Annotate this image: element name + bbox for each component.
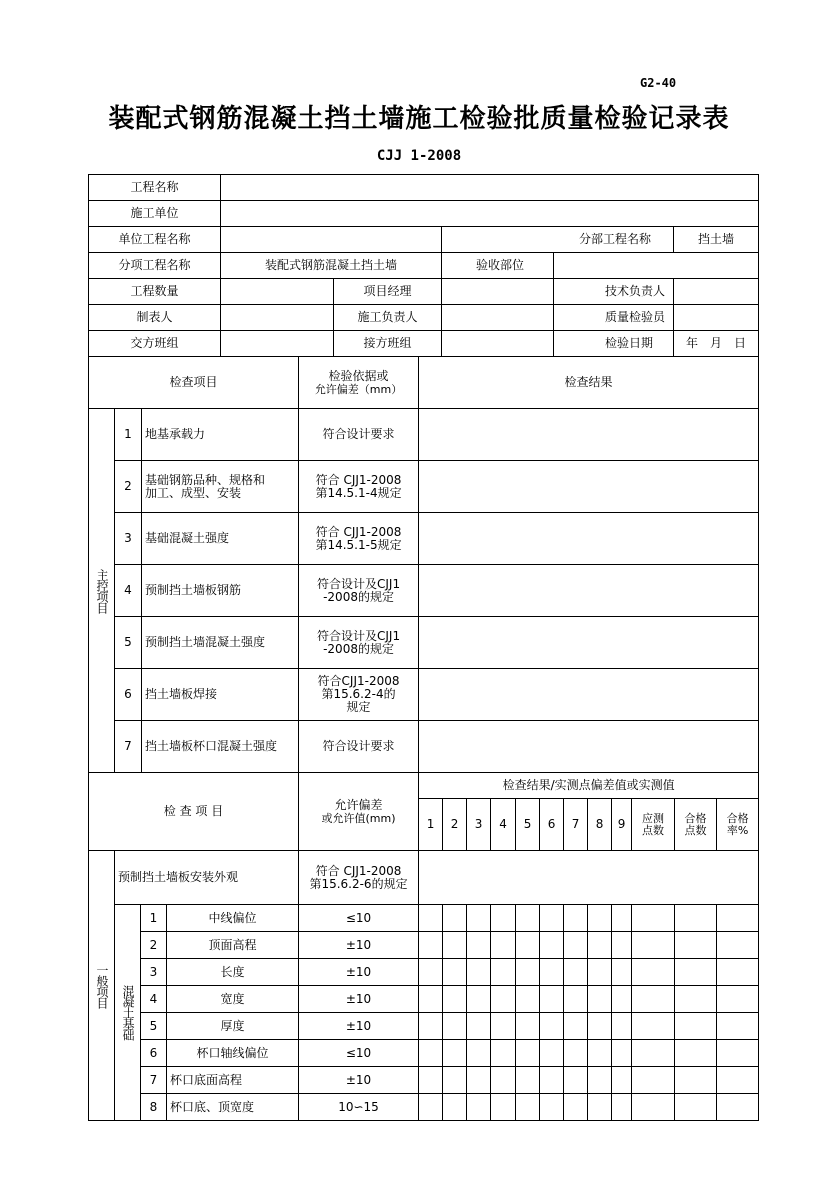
main-basis-header-line1: 检验依据或 [328, 368, 389, 383]
measure-cell[interactable] [588, 1013, 612, 1040]
point-number-header: 5 [516, 799, 540, 851]
measure-cell[interactable] [632, 986, 675, 1013]
general-item-row [89, 986, 759, 1013]
general-item-tolerance: ±10 [299, 1013, 419, 1040]
sub-project-label: 分部工程名称 [442, 227, 674, 253]
acceptance-part-label: 验收部位 [442, 253, 554, 279]
main-control-table [88, 356, 759, 773]
measure-cell[interactable] [612, 1013, 632, 1040]
tabulator-label: 制表人 [89, 305, 221, 331]
tolerance-header-line2: 或允许值(mm) [321, 811, 396, 825]
measure-cell[interactable] [675, 959, 717, 986]
item-project-field[interactable]: 装配式钢筋混凝土挡土墙 [221, 253, 442, 279]
appearance-basis-line2: 第15.6.2-6的规定 [309, 876, 408, 891]
point-number-header: 3 [467, 799, 491, 851]
receiving-team-label: 接方班组 [334, 331, 442, 357]
point-number-header: 1 [419, 799, 443, 851]
main-item-basis-line2: 第14.5.1-5规定 [315, 537, 402, 552]
item-project-label: 分项工程名称 [89, 253, 221, 279]
general-item-row [89, 1013, 759, 1040]
main-item-no: 6 [115, 669, 142, 721]
quantity-label: 工程数量 [89, 279, 221, 305]
measure-cell[interactable] [717, 1040, 759, 1067]
main-item-name-line1: 预制挡土墙板钢筋 [145, 583, 242, 597]
main-item-row [89, 409, 759, 461]
main-item-no: 5 [115, 617, 142, 669]
measure-cell[interactable] [612, 986, 632, 1013]
handover-team-label: 交方班组 [89, 331, 221, 357]
general-item-no: 1 [141, 905, 167, 932]
measure-cell[interactable] [540, 1040, 564, 1067]
measure-cell[interactable] [443, 1013, 467, 1040]
main-item-basis-line2: -2008的规定 [323, 589, 394, 604]
general-item-tolerance: ±10 [299, 986, 419, 1013]
main-item-basis-line1: 符合设计要求 [322, 739, 395, 753]
measure-cell[interactable] [516, 905, 540, 932]
tech-lead-label: 技术负责人 [554, 279, 674, 305]
measure-cell[interactable] [443, 905, 467, 932]
general-item-tolerance: 10∽15 [299, 1094, 419, 1121]
appearance-item-name: 预制挡土墙板安装外观 [115, 851, 299, 905]
measure-cell[interactable] [419, 932, 443, 959]
general-subgroup-label: 混凝土基础 [115, 905, 141, 1121]
main-item-name-line2: 加工、成型、安装 [145, 485, 242, 500]
main-item-basis-line1: 符合设计及CJJ1 [316, 576, 401, 591]
main-basis-header-line2: 允许偏差（mm） [314, 382, 403, 396]
measure-cell[interactable] [588, 905, 612, 932]
main-item-basis-line1: 符合 CJJ1-2008 [315, 472, 402, 487]
tolerance-header [299, 773, 419, 851]
main-item-row [89, 513, 759, 565]
measure-cell[interactable] [467, 1094, 491, 1121]
main-item-name [142, 565, 299, 617]
measure-cell[interactable] [632, 1067, 675, 1094]
general-item-name: 厚度 [167, 1013, 299, 1040]
measure-cell[interactable] [540, 959, 564, 986]
main-item-header: 检查项目 [89, 357, 299, 409]
general-item-row [89, 1040, 759, 1067]
receiving-team-field[interactable] [442, 331, 554, 357]
measure-cell[interactable] [588, 1094, 612, 1121]
main-item-no: 4 [115, 565, 142, 617]
measure-cell[interactable] [588, 986, 612, 1013]
main-item-basis [299, 461, 419, 513]
measure-cell[interactable] [540, 1013, 564, 1040]
main-item-result[interactable] [419, 409, 759, 461]
measure-cell[interactable] [443, 1094, 467, 1121]
main-item-result[interactable] [419, 461, 759, 513]
measure-cell[interactable] [443, 986, 467, 1013]
main-item-basis-line2: -2008的规定 [323, 641, 394, 656]
measure-cell[interactable] [632, 905, 675, 932]
main-item-row [89, 669, 759, 721]
measure-cell[interactable] [516, 1067, 540, 1094]
main-item-row [89, 617, 759, 669]
main-item-name [142, 617, 299, 669]
measure-cell[interactable] [540, 1067, 564, 1094]
measure-cell[interactable] [491, 1067, 516, 1094]
measure-cell[interactable] [632, 932, 675, 959]
measure-cell[interactable] [717, 1013, 759, 1040]
measure-cell[interactable] [491, 932, 516, 959]
measure-cell[interactable] [516, 986, 540, 1013]
main-item-basis [299, 513, 419, 565]
appearance-row [89, 851, 759, 905]
measure-cell[interactable] [419, 1067, 443, 1094]
general-item-tolerance: ±10 [299, 959, 419, 986]
measure-cell[interactable] [491, 986, 516, 1013]
handover-team-field[interactable] [221, 331, 334, 357]
general-item-no: 6 [141, 1040, 167, 1067]
general-item-tolerance: ≤10 [299, 905, 419, 932]
general-item-no: 3 [141, 959, 167, 986]
measure-cell[interactable] [540, 932, 564, 959]
measure-cell[interactable] [588, 959, 612, 986]
measure-cell[interactable] [564, 932, 588, 959]
measure-cell[interactable] [632, 1094, 675, 1121]
measure-cell[interactable] [443, 932, 467, 959]
measure-cell[interactable] [419, 1094, 443, 1121]
main-item-basis-line1: 符合设计及CJJ1 [316, 628, 401, 643]
measure-cell[interactable] [419, 1040, 443, 1067]
measure-cell[interactable] [564, 1040, 588, 1067]
main-item-basis-line2: 第15.6.2-4的 [321, 687, 396, 701]
measure-cell[interactable] [491, 1040, 516, 1067]
measure-cell[interactable] [419, 986, 443, 1013]
measure-cell[interactable] [675, 1040, 717, 1067]
measure-cell[interactable] [540, 905, 564, 932]
measure-cell[interactable] [467, 1067, 491, 1094]
measure-cell[interactable] [419, 959, 443, 986]
measure-cell[interactable] [675, 1013, 717, 1040]
measure-cell[interactable] [612, 1040, 632, 1067]
main-item-basis [299, 669, 419, 721]
measure-cell[interactable] [491, 1013, 516, 1040]
general-item-name: 顶面高程 [167, 932, 299, 959]
measure-cell[interactable] [564, 1013, 588, 1040]
qualified-rate-line1: 合格 [726, 811, 749, 825]
measure-cell[interactable] [612, 905, 632, 932]
general-item-header: 检 查 项 目 [89, 773, 299, 851]
measure-cell[interactable] [612, 1094, 632, 1121]
tolerance-header-line1: 允许偏差 [334, 797, 383, 812]
general-item-row [89, 959, 759, 986]
qualified-rate-header [717, 799, 759, 851]
main-item-basis [299, 721, 419, 773]
main-item-result[interactable] [419, 565, 759, 617]
quantity-field[interactable] [221, 279, 334, 305]
inspection-date-field[interactable]: 年 月 日 [674, 331, 759, 357]
construction-lead-label: 施工负责人 [334, 305, 442, 331]
measure-cell[interactable] [632, 1040, 675, 1067]
measure-cell[interactable] [491, 959, 516, 986]
point-number-header: 6 [540, 799, 564, 851]
measure-cell[interactable] [516, 1040, 540, 1067]
main-item-name-line1: 预制挡土墙混凝土强度 [145, 635, 266, 649]
project-manager-field[interactable] [442, 279, 554, 305]
acceptance-part-field[interactable] [554, 253, 759, 279]
measure-cell[interactable] [675, 932, 717, 959]
general-item-tolerance: ±10 [299, 932, 419, 959]
general-group-label: 一般项目 [89, 851, 115, 1121]
tech-lead-field[interactable] [674, 279, 759, 305]
measure-cell[interactable] [540, 1094, 564, 1121]
main-item-basis-line1: 符合设计要求 [322, 427, 395, 441]
qualified-points-line2: 点数 [684, 823, 707, 837]
main-item-row [89, 565, 759, 617]
measure-cell[interactable] [564, 1067, 588, 1094]
measure-cell[interactable] [516, 1094, 540, 1121]
measure-header: 检查结果/实测点偏差值或实测值 [419, 773, 759, 799]
general-item-row [89, 1094, 759, 1121]
measure-cell[interactable] [632, 959, 675, 986]
measure-cell[interactable] [467, 959, 491, 986]
general-item-name: 杯口轴线偏位 [167, 1040, 299, 1067]
construction-unit-field[interactable] [221, 201, 759, 227]
measure-cell[interactable] [717, 905, 759, 932]
qualified-rate-line2: 率% [726, 823, 749, 837]
should-measure-line1: 应测 [642, 811, 665, 825]
main-item-no: 7 [115, 721, 142, 773]
project-manager-label: 项目经理 [334, 279, 442, 305]
measure-cell[interactable] [717, 1067, 759, 1094]
measure-cell[interactable] [443, 1067, 467, 1094]
measure-cell[interactable] [588, 932, 612, 959]
header-info-table [88, 174, 759, 357]
measure-cell[interactable] [491, 1094, 516, 1121]
measure-cell[interactable] [588, 1067, 612, 1094]
main-item-result[interactable] [419, 721, 759, 773]
main-item-basis [299, 617, 419, 669]
inspection-date-label: 检验日期 [554, 331, 674, 357]
point-number-header: 7 [564, 799, 588, 851]
general-item-name: 中线偏位 [167, 905, 299, 932]
main-item-basis-line2: 第14.5.1-4规定 [315, 485, 402, 500]
measure-cell[interactable] [612, 1067, 632, 1094]
project-name-field[interactable] [221, 175, 759, 201]
measure-cell[interactable] [467, 986, 491, 1013]
measure-cell[interactable] [675, 986, 717, 1013]
measure-cell[interactable] [467, 1013, 491, 1040]
main-item-basis-line1: 符合 CJJ1-2008 [315, 524, 402, 539]
measure-cell[interactable] [675, 1067, 717, 1094]
unit-project-field[interactable] [221, 227, 442, 253]
measure-cell[interactable] [467, 905, 491, 932]
general-items-table [88, 772, 759, 1121]
measure-cell[interactable] [675, 905, 717, 932]
general-item-no: 8 [141, 1094, 167, 1121]
general-item-name: 杯口底、顶宽度 [167, 1094, 299, 1121]
measure-cell[interactable] [717, 986, 759, 1013]
general-item-no: 5 [141, 1013, 167, 1040]
document-code: G2-40 [640, 76, 677, 90]
general-item-name: 长度 [167, 959, 299, 986]
measure-cell[interactable] [516, 1013, 540, 1040]
measure-cell[interactable] [675, 1094, 717, 1121]
general-item-no: 7 [141, 1067, 167, 1094]
general-item-row [89, 932, 759, 959]
unit-project-label: 单位工程名称 [89, 227, 221, 253]
measure-cell[interactable] [717, 932, 759, 959]
main-item-row [89, 721, 759, 773]
measure-cell[interactable] [588, 1040, 612, 1067]
main-item-name [142, 513, 299, 565]
general-item-no: 4 [141, 986, 167, 1013]
main-item-name-line1: 基础混凝土强度 [145, 531, 230, 545]
measure-cell[interactable] [564, 905, 588, 932]
measure-cell[interactable] [467, 932, 491, 959]
main-item-no: 3 [115, 513, 142, 565]
measure-cell[interactable] [612, 959, 632, 986]
main-item-basis [299, 409, 419, 461]
general-item-tolerance: ±10 [299, 1067, 419, 1094]
measure-cell[interactable] [717, 959, 759, 986]
measure-cell[interactable] [612, 932, 632, 959]
main-item-no: 2 [115, 461, 142, 513]
measure-cell[interactable] [419, 1013, 443, 1040]
main-item-name [142, 721, 299, 773]
measure-cell[interactable] [564, 986, 588, 1013]
main-item-name [142, 669, 299, 721]
main-item-name-line1: 基础钢筋品种、规格和 [145, 472, 266, 487]
main-item-result[interactable] [419, 513, 759, 565]
main-item-name-line1: 挡土墙板杯口混凝土强度 [145, 739, 278, 753]
general-item-no: 2 [141, 932, 167, 959]
appearance-basis [299, 851, 419, 905]
tabulator-field[interactable] [221, 305, 334, 331]
main-basis-header [299, 357, 419, 409]
point-number-header: 9 [612, 799, 632, 851]
sub-project-field[interactable]: 挡土墙 [674, 227, 759, 253]
measure-cell[interactable] [516, 959, 540, 986]
general-item-row [89, 1067, 759, 1094]
quality-inspector-label: 质量检验员 [554, 305, 674, 331]
measure-cell[interactable] [467, 1040, 491, 1067]
quality-inspector-field[interactable] [674, 305, 759, 331]
measure-cell[interactable] [564, 959, 588, 986]
main-item-name-line1: 挡土墙板焊接 [145, 687, 218, 701]
measure-cell[interactable] [632, 1013, 675, 1040]
measure-cell[interactable] [516, 932, 540, 959]
main-item-basis-line1: 符合CJJ1-2008 [317, 674, 400, 688]
main-result-header: 检查结果 [419, 357, 759, 409]
point-number-header: 2 [443, 799, 467, 851]
main-item-name-line1: 地基承载力 [145, 427, 206, 441]
measure-cell[interactable] [540, 986, 564, 1013]
main-item-result[interactable] [419, 617, 759, 669]
main-group-label: 主控项目 [89, 409, 115, 773]
measure-cell[interactable] [443, 1040, 467, 1067]
should-measure-line2: 点数 [642, 823, 665, 837]
measure-cell[interactable] [443, 959, 467, 986]
general-item-row [89, 905, 759, 932]
general-item-tolerance: ≤10 [299, 1040, 419, 1067]
construction-lead-field[interactable] [442, 305, 554, 331]
qualified-points-line1: 合格 [684, 811, 707, 825]
main-item-result[interactable] [419, 669, 759, 721]
main-item-no: 1 [115, 409, 142, 461]
appearance-result[interactable] [419, 851, 759, 905]
qualified-points-header [675, 799, 717, 851]
main-item-basis [299, 565, 419, 617]
measure-cell[interactable] [419, 905, 443, 932]
main-item-name [142, 461, 299, 513]
project-name-label: 工程名称 [89, 175, 221, 201]
page-title: 装配式钢筋混凝土挡土墙施工检验批质量检验记录表 [108, 104, 730, 134]
general-item-name: 宽度 [167, 986, 299, 1013]
should-measure-header [632, 799, 675, 851]
appearance-basis-line1: 符合 CJJ1-2008 [315, 863, 402, 878]
construction-unit-label: 施工单位 [89, 201, 221, 227]
measure-cell[interactable] [491, 905, 516, 932]
point-number-header: 8 [588, 799, 612, 851]
general-item-name: 杯口底面高程 [167, 1067, 299, 1094]
measure-cell[interactable] [717, 1094, 759, 1121]
standard-code: CJJ 1-2008 [376, 148, 462, 164]
main-item-basis-line3: 规定 [346, 700, 371, 714]
main-item-name [142, 409, 299, 461]
point-number-header: 4 [491, 799, 516, 851]
measure-cell[interactable] [564, 1094, 588, 1121]
main-item-row [89, 461, 759, 513]
